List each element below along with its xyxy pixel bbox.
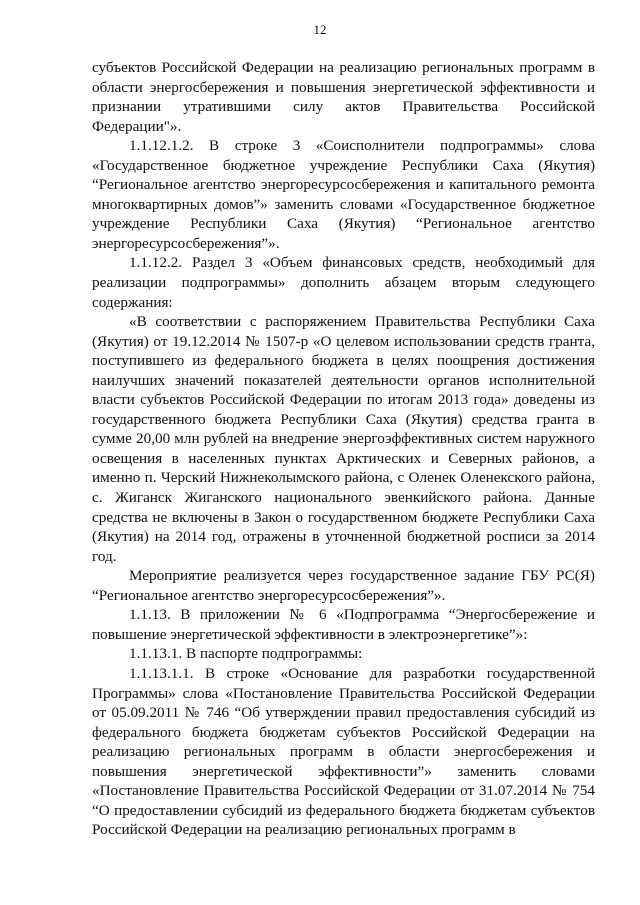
paragraph-continuation: субъектов Российской Федерации на реализацию региональных программ в области энергосбережения и повышения энергетической эффективности и признании утратившими силу актов Правительства Российской Федерации"».: [92, 59, 595, 135]
paragraph-measure-note: Мероприятие реализуется через государственное задание ГБУ РС(Я) “Региональное агентство энергоресурсосбережения”».: [92, 567, 595, 604]
paragraph-1-1-12-1-2: 1.1.12.1.2. В строке 3 «Соисполнители подпрограммы» слова «Государственное бюджетное учреждение Республики Саха (Якутия) “Региональное агентство энергоресурсосбережения и капитального ремонта многоквартирных домов”» заменить словами «Государственное бюджетное учреждение Республики Саха (Якутия) “Региональное агентство энергоресурсосбережения”».: [92, 137, 595, 252]
page-number: 12: [313, 22, 327, 37]
paragraph-1-1-12-2: 1.1.12.2. Раздел 3 «Объем финансовых средств, необходимый для реализации подпрограммы» дополнить абзацем вторым следующего содержания:: [92, 254, 595, 311]
paragraph-quoted-text: «В соответствии с распоряжением Правительства Республики Саха (Якутия) от 19.12.2014 № 1507-р «О целевом использовании средств гранта, поступившего из федерального бюджета в целях поощрения достижения наилучших значений показателей деятельности органов исполнительной власти субъектов Российской Федерации по итогам 2013 года» доведены из государственного бюджета Республики Саха (Якутия) средства гранта в сумме 20,00 млн рублей на внедрение энергоэффективных систем наружного освещения в населенных пунктах Арктических и Северных районов, а именно п. Черский Нижнеколымского района, с Оленек Оленекского района, с. Жиганск Жиганского национального эвенкийского района. Данные средства не включены в Закон о государственном бюджете Республики Саха (Якутия) на 2014 год, отражены в уточненной бюджетной росписи за 2014 год.: [92, 313, 595, 565]
paragraph-1-1-13-1-1: 1.1.13.1.1. В строке «Основание для разработки государственной Программы» слова «Постановление Правительства Российской Федерации от 05.09.2011 № 746 “Об утверждении правил предоставления субсидий из федерального бюджета бюджетам субъектов Российской Федерации на реализацию региональных программ в области энергосбережения и повышения энергетической эффективности”» заменить словами «Постановление Правительства Российской Федерации от 31.07.2014 № 754 “О предоставлении субсидий из федерального бюджета бюджетам субъектов Российской Федерации на реализацию региональных программ в: [92, 664, 595, 839]
document-body: [92, 58, 595, 840]
paragraph-1-1-13: 1.1.13. В приложении № 6 «Подпрограмма “Энергосбережение и повышение энергетической эффективности в электроэнергетике”»:: [92, 606, 595, 643]
paragraph-1-1-13-1: 1.1.13.1. В паспорте подпрограммы:: [129, 645, 363, 663]
